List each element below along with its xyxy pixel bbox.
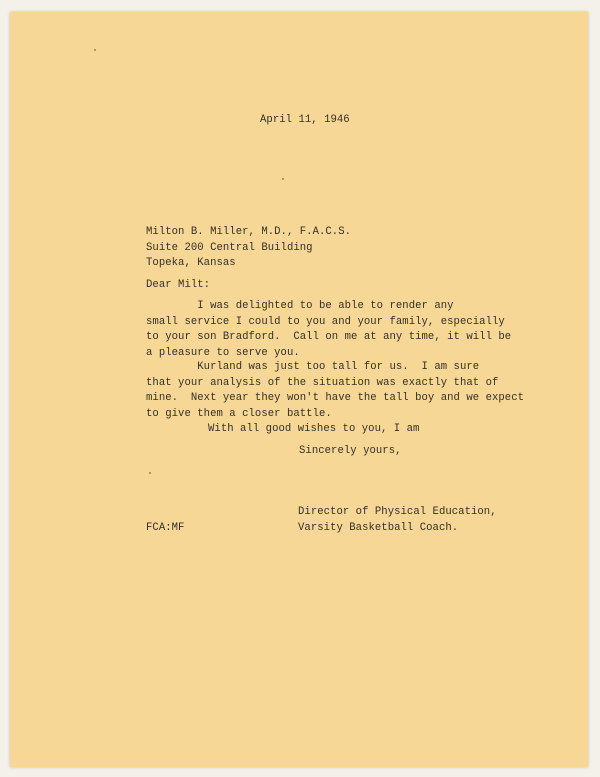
recipient-address-line-1: Suite 200 Central Building xyxy=(146,241,313,254)
paper-speck xyxy=(149,472,151,474)
paragraph-line: to your son Bradford. Call on me at any time, it will be xyxy=(146,331,512,343)
body-paragraph-1 xyxy=(146,299,511,361)
recipient-address-line-2: Topeka, Kansas xyxy=(146,257,236,269)
paragraph-line: Kurland was just too tall for us. I am sure xyxy=(146,361,480,373)
letter-page xyxy=(10,12,588,767)
paper-speck xyxy=(94,49,96,51)
salutation: Dear Milt: xyxy=(146,279,211,291)
body-paragraph-2 xyxy=(146,360,524,422)
paragraph-line: that your analysis of the situation was exactly that of xyxy=(146,376,499,389)
letter-date: April 11, 1946 xyxy=(260,114,350,126)
paragraph-line: small service I could to you and your family, especially xyxy=(146,315,505,328)
closing-remark: With all good wishes to you, I am xyxy=(208,423,420,435)
paragraph-line: mine. Next year they won't have the tall boy and we expect xyxy=(146,392,525,404)
closing: Sincerely yours, xyxy=(299,445,402,457)
signature-block xyxy=(298,505,497,536)
recipient-address-block xyxy=(146,225,351,272)
paragraph-line: a pleasure to serve you. xyxy=(146,346,300,359)
signature-title-1: Director of Physical Education, xyxy=(298,506,497,518)
recipient-name: Milton B. Miller, M.D., F.A.C.S. xyxy=(146,226,352,238)
signature-title-2: Varsity Basketball Coach. xyxy=(298,521,459,534)
paragraph-line: to give them a closer battle. xyxy=(146,407,332,420)
typist-initials: FCA:MF xyxy=(146,522,185,534)
paragraph-line: I was delighted to be able to render any xyxy=(146,300,454,312)
paper-speck xyxy=(282,178,284,180)
